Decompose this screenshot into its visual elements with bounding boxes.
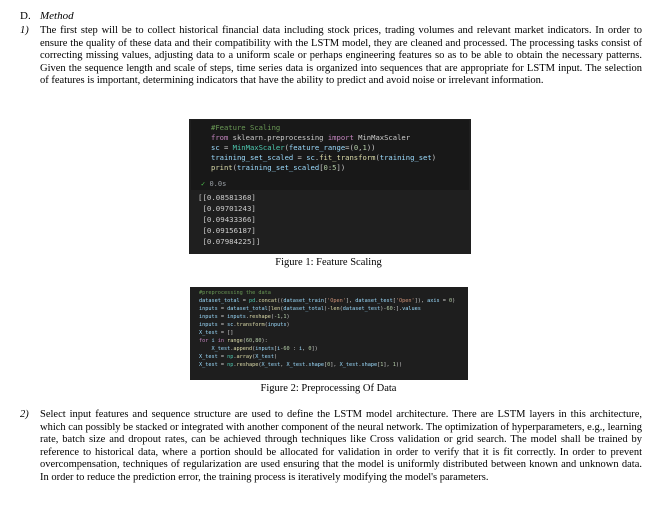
code-line: #preprocessing the data <box>199 290 271 296</box>
code-line: #Feature Scaling <box>211 123 281 132</box>
code-line: X_test = [] <box>199 330 234 336</box>
list-item <box>20 409 642 485</box>
code-line: print(training_set_scaled[0:5]) <box>211 163 346 172</box>
code-line: X_test.append(inputs[i-60 : i, 0]) <box>199 346 318 352</box>
code-line: inputs = dataset_total[len(dataset_total)-len(dataset_test)-60:].values <box>199 306 421 312</box>
output-line: [[0.08581368] <box>198 193 256 202</box>
section-heading <box>20 10 74 22</box>
execution-time: 0.0s <box>209 180 227 188</box>
code-line: X_test = np.reshape(X_test, X_test.shape[0], X_test.shape[1], 1)) <box>199 362 403 368</box>
output-line: [0.07984225]] <box>198 237 261 246</box>
output-line: [0.09701243] <box>198 204 256 213</box>
list-item-text: The first step will be to collect historical financial data including stock prices, trading volumes and relevant market indicators. In order to ensure the quality of these data and their compatibility with the LSTM model, they are cleaned and processed. The processing tasks consist of correcting missing values, adjusting data to a uniform scale or perhaps engineering features so as to be able to obtain the necessary patterns. Given the sequence length and scale of steps, time series data is organized into sequences that are appropriate for LSTM input. The selection of features is important, determining indicators that have the ability to predict and avoid noise or irrelevant information. <box>40 25 642 87</box>
code-cell <box>191 120 469 190</box>
check-icon: ✓ <box>201 180 206 188</box>
section-title: Method <box>40 10 74 22</box>
code-line: from sklearn.preprocessing import MinMaxScaler <box>211 133 411 142</box>
code-line: inputs = inputs.reshape(-1,1) <box>199 314 290 320</box>
figure-1-caption: Figure 1: Feature Scaling <box>275 257 382 268</box>
preprocessing-code-screenshot <box>190 287 468 380</box>
execution-status <box>201 180 226 188</box>
list-item-text: Select input features and sequence structure are used to define the LSTM model architecture. There are LSTM layers in this architecture, which can possibly be stacked or integrated with another component of the neural network. The optimization of hyperparameters, e.g., learning rate, batch size and dropout rates, can be achieved through techniques like Cross validation or grid search. The model shall be trained by reference to historical data, where a portion should be allocated for validation in order to verify that it is fit correctly. In order to prevent overcompensation, techniques of regularization are used ensuring that the model is uniformly distributed between known and unknown data. In order to reduce the prediction error, the training process is iteratively modifying the model's parameters. <box>40 409 642 483</box>
section-letter: D. <box>20 10 31 22</box>
output-line: [0.09156187] <box>198 226 256 235</box>
code-line: X_test = np.array(X_test) <box>199 354 278 360</box>
feature-scaling-code-screenshot <box>189 119 471 254</box>
output-line: [0.09433366] <box>198 215 256 224</box>
list-item-number: 2) <box>20 409 29 420</box>
figure-2-caption: Figure 2: Preprocessing Of Data <box>260 383 397 394</box>
code-line: sc = MinMaxScaler(feature_range=(0,1)) <box>211 143 376 152</box>
list-item <box>20 25 642 88</box>
list-item-number: 1) <box>20 25 29 36</box>
code-line: for i in range(60,80): <box>199 338 268 344</box>
code-line: dataset_total = pd.concat((dataset_train['Open'], dataset_test['Open']), axis = 0) <box>199 298 456 304</box>
code-line: inputs = sc.transform(inputs) <box>199 322 290 328</box>
code-line: training_set_scaled = sc.fit_transform(training_set) <box>211 153 437 162</box>
